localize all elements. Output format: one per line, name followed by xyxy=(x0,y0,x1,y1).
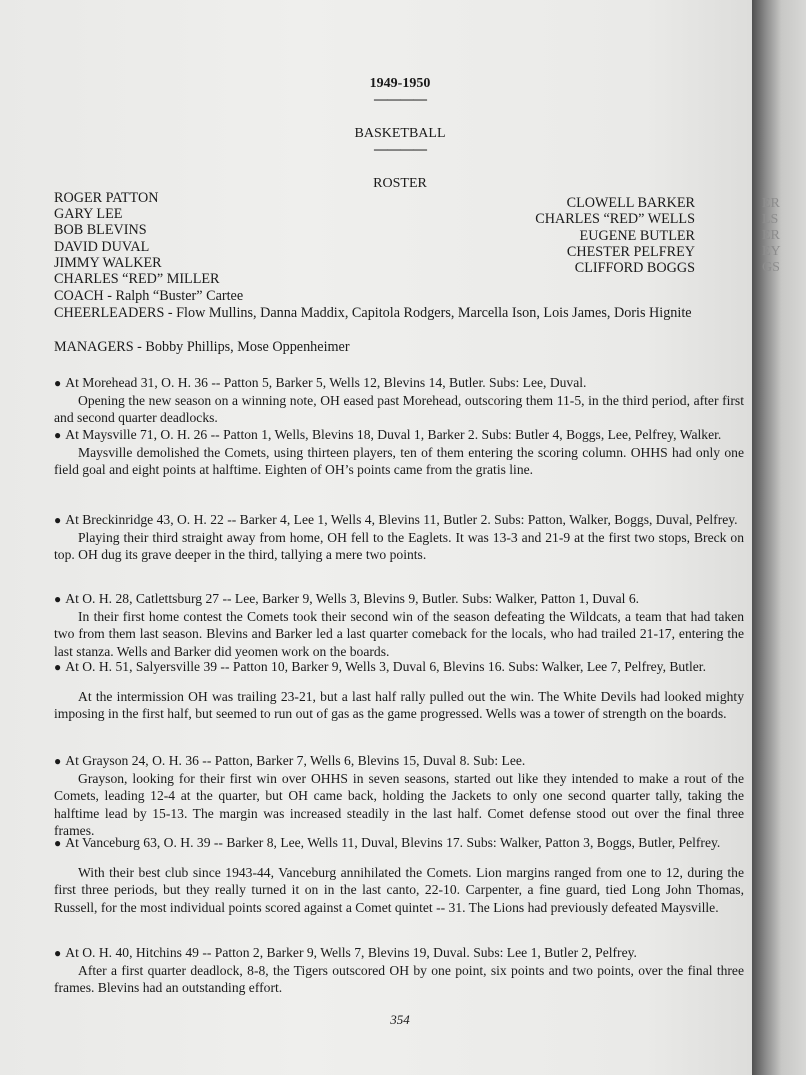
game-score: ● At Grayson 24, O. H. 36 -- Patton, Barker 7, Wells 6, Blevins 15, Duval 8. Sub: Lee. xyxy=(54,753,526,768)
sport-heading xyxy=(0,126,800,158)
season-heading xyxy=(0,76,800,108)
roster-right-3: CHESTER PELFREY xyxy=(566,244,695,260)
game-summary: Grayson, looking for their first win over OHHS in seven seasons, started out like they intended to make a rout of the Comets, leading 12-4 at the quarter, but OH came back, holding the Jackets to only one second quarter tally, taking the halftime lead by 15-13. The margin was increased steadily in the last half. Comet defense stood out over the final three frames. xyxy=(54,771,744,838)
game-score: ● At Breckinridge 43, O. H. 22 -- Barker 4, Lee 1, Wells 4, Blevins 11, Butler 2. Subs: Patton, Walker, Boggs, Duval, Pelfrey. xyxy=(54,512,738,527)
game-3 xyxy=(54,511,744,564)
bullet-icon: ● xyxy=(54,660,62,674)
bleed-through-0: ER xyxy=(762,196,780,211)
roster-right-1: CHARLES “RED” WELLS xyxy=(535,211,695,227)
game-7 xyxy=(54,834,744,916)
roster-left-3: DAVID DUVAL xyxy=(54,239,150,255)
roster-heading: ROSTER xyxy=(373,176,427,191)
game-5 xyxy=(54,658,744,723)
bullet-icon: ● xyxy=(54,376,62,390)
game-summary: After a first quarter deadlock, 8-8, the Tigers outscored OH by one point, six points and two points, over the final three frames. Blevins had an outstanding effort. xyxy=(54,963,744,996)
sport-rule: ———— xyxy=(374,142,426,157)
game-summary: In their first home contest the Comets took their second win of the season defeating the Wildcats, a team that had taken two from them last season. Blevins and Barker led a last quarter comeback for the locals, who had trailed 21-17, entering the last stanza. Wells and Barker did yeomen work on the boards. xyxy=(54,609,744,659)
bleed-through-4: GS xyxy=(762,260,780,275)
roster-managers: MANAGERS - Bobby Phillips, Mose Oppenheimer xyxy=(54,339,350,355)
game-score: ● At O. H. 40, Hitchins 49 -- Patton 2, Barker 9, Wells 7, Blevins 19, Duval. Subs: Lee 1, Butler 2, Pelfrey. xyxy=(54,945,637,960)
game-4 xyxy=(54,590,744,660)
bullet-icon: ● xyxy=(54,592,62,606)
bleed-through-1: LS xyxy=(762,212,779,227)
page-number: 354 xyxy=(390,1012,410,1027)
book-gutter xyxy=(752,0,806,1075)
game-summary: With their best club since 1943-44, Vanceburg annihilated the Comets. Lion margins ranged from one to 12, during the first three periods, but they really turned it on in the last canto, 22-10. Carpenter, a fine guard, tied Long John Thomas, Russell, for the most individual points scored against a Comet quintet -- 31. The Lions had previously defeated Maysville. xyxy=(54,865,744,915)
bullet-icon: ● xyxy=(54,754,62,768)
roster-left-0: ROGER PATTON xyxy=(54,190,159,206)
game-1 xyxy=(54,374,744,427)
game-summary: At the intermission OH was trailing 23-21, but a last half rally pulled out the win. The White Devils had looked mighty imposing in the first half, but seemed to run out of gas as the game progressed. Wells was a tower of strength on the boards. xyxy=(54,689,744,722)
roster-right-0: CLOWELL BARKER xyxy=(566,195,695,211)
roster-cheerleaders: CHEERLEADERS - Flow Mullins, Danna Maddix, Capitola Rodgers, Marcella Ison, Lois James, Doris Hignite xyxy=(54,305,692,321)
bullet-icon: ● xyxy=(54,513,62,527)
roster-right-4: CLIFFORD BOGGS xyxy=(574,260,695,276)
roster-left-1: GARY LEE xyxy=(54,206,123,222)
game-8 xyxy=(54,944,744,997)
game-summary: Opening the new season on a winning note, OH eased past Morehead, outscoring them 11-5, in the third period, after first and second quarter deadlocks. xyxy=(54,393,744,426)
bullet-icon: ● xyxy=(54,428,62,442)
game-score: ● At Maysville 71, O. H. 26 -- Patton 1, Wells, Blevins 18, Duval 1, Barker 2. Subs: Butler 4, Boggs, Lee, Pelfrey, Walker. xyxy=(54,427,722,442)
game-score: ● At Vanceburg 63, O. H. 39 -- Barker 8, Lee, Wells 11, Duval, Blevins 17. Subs: Walker, Patton 3, Boggs, Butler, Pelfrey. xyxy=(54,835,721,850)
bleed-through-3: EY xyxy=(762,244,781,259)
bullet-icon: ● xyxy=(54,836,62,850)
roster-coach: COACH - Ralph “Buster” Cartee xyxy=(54,288,244,304)
roster-left-5: CHARLES “RED” MILLER xyxy=(54,271,220,287)
roster-left-4: JIMMY WALKER xyxy=(54,255,162,271)
game-score: ● At Morehead 31, O. H. 36 -- Patton 5, Barker 5, Wells 12, Blevins 14, Butler. Subs: Lee, Duval. xyxy=(54,375,587,390)
roster-right-2: EUGENE BUTLER xyxy=(579,228,695,244)
bullet-icon: ● xyxy=(54,946,62,960)
game-2 xyxy=(54,426,744,479)
game-score: ● At O. H. 51, Salyersville 39 -- Patton 10, Barker 9, Wells 3, Duval 6, Blevins 16. Subs: Walker, Lee 7, Pelfrey, Butler. xyxy=(54,659,706,674)
bleed-through-2: ER xyxy=(762,228,780,243)
game-summary: Playing their third straight away from home, OH fell to the Eaglets. It was 13-3 and 21-9 at the first two stops, Breck on top. OH dug its grave deeper in the third, tallying a mere two points. xyxy=(54,530,744,563)
roster-left-2: BOB BLEVINS xyxy=(54,222,147,238)
game-6 xyxy=(54,752,744,839)
game-score: ● At O. H. 28, Catlettsburg 27 -- Lee, Barker 9, Wells 3, Blevins 9, Butler. Subs: Walker, Patton 1, Duval 6. xyxy=(54,591,640,606)
heading-rule: ———— xyxy=(374,92,426,107)
season-year: 1949-1950 xyxy=(369,76,431,91)
game-summary: Maysville demolished the Comets, using thirteen players, ten of them entering the scoring column. OHHS had only one field goal and eight points at halftime. Eighten of OH’s points came from the gratis line. xyxy=(54,445,744,478)
sport-title: BASKETBALL xyxy=(354,126,446,141)
